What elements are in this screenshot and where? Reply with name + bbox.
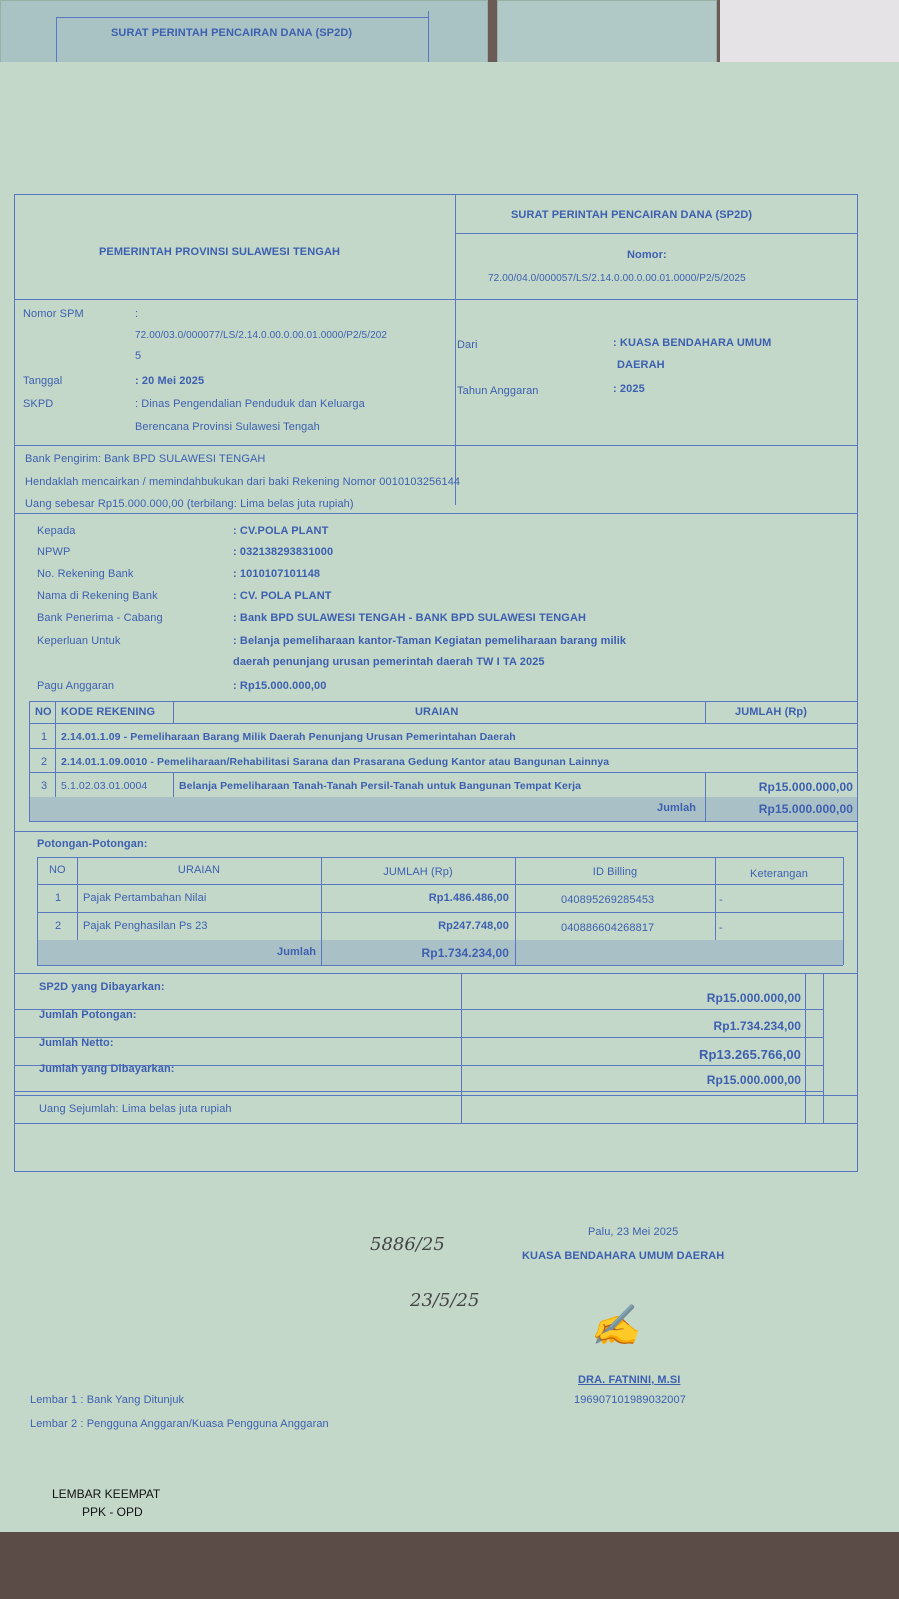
terbilang: Uang Sejumlah: Lima belas juta rupiah [39, 1103, 232, 1115]
potongan-row: Pajak Penghasilan Ps 23 [83, 920, 208, 932]
background-sheet-3 [720, 0, 899, 62]
summary-label: Jumlah Potongan: [39, 1009, 137, 1021]
summary-value: Rp15.000.000,00 [706, 1073, 801, 1087]
handwritten-date: 23/5/25 [410, 1290, 480, 1311]
potongan-total-label: Jumlah [277, 946, 317, 958]
potongan-total-value: Rp1.734.234,00 [421, 946, 509, 960]
sp2d-form: PEMERINTAH PROVINSI SULAWESI TENGAH SURAT PERINTAH PENCAIRAN DANA (SP2D) Nomor: 72.00/04.0/000057/LS/2.14.0.00.0.00.01.0000/P2/5/2025 Nomor SPM : 72.00/03.0/000077/LS/2.14.0.00.0.00.01.0000/P2/5/202 5 Tanggal : 20 Mei 2025 SKPD : Dinas Pengendalian Penduduk dan Keluarga Berencana Provinsi Sulawesi Tengah Dari : KUASA BENDAHARA UMUM DAERAH Tahun Anggaran : 2025 Bank Pengirim: Bank BPD SULAWESI TENGAH Hendaklah mencairkan / memindahbukukan dari baki Rekening Nomor 0010103256144 Uang sebesar Rp15.000.000,00 (terbilang: Lima belas juta rupiah) Kepada : CV.POLA PLANT NPWP : 032138293831000 No. Rekening Bank : 1010107101148 Nama di Rekening Bank : CV. POLA PLANT Bank Penerima - Cabang : Bank BPD SULAWESI TENGAH - BANK BPD SULAWESI TENGAH Keperluan Untuk : Belanja pemeliharaan kantor-Taman Kegiatan pemeliharaan barang milik daerah penunjang urusan pemerintah daerah TW I TA 2025 Pagu Anggaran : Rp15.000.000,00 NO KODE REKENING URAIAN JUMLAH (Rp) 1 2.14.01.1.09 - Pemeliharaan Barang Milik Daerah Penunjang Urusan Pemerintahan Daerah 2 2.14.01.1.09.0010 - Pemeliharaan/Rehabilitasi Sarana dan Prasarana Gedung Kantor atau Bangunan Lainnya 3 5.1.02.03.01.0004 Belanja Pemeliharaan Tanah-Tanah Persil-Tanah untuk Bangunan Tempat Kerja Rp15.000.000,00 Jumlah Rp15.000.000,00 Potongan-Potongan: NO URAIAN JUMLAH (Rp) ID Billing Keterangan 1 Pajak Pertambahan Nilai Rp1.486.486,00 040895269285453 - 2 Pajak Penghasilan Ps 23 Rp247.748,00 040886604268817 - Jumlah Rp1.734.234,00 SP2D yang Dibayarkan: Rp15.000.000,00 Jumlah Potongan: Rp1.734.234,00 Jumlah Netto: Rp13.265.766,00 Jumlah yang Dibayarkan: Rp15.000.000,00 Uang Sejumlah: Lima belas juta rupiah [14, 194, 858, 1172]
lembar-2: Lembar 2 : Pengguna Anggaran/Kuasa Pengguna Anggaran [30, 1418, 329, 1430]
sp2d-document [0, 62, 899, 1532]
rekening-instruction: Hendaklah mencairkan / memindahbukukan dari baki Rekening Nomor 0010103256144 [25, 476, 461, 488]
recipient-value: : Belanja pemeliharaan kantor-Taman Kegiatan pemeliharaan barang milik [233, 635, 627, 647]
account-row: 2.14.01.1.09 - Pemeliharaan Barang Milik Daerah Penunjang Urusan Pemerintahan Daerah [61, 731, 516, 743]
recipient-value: : Bank BPD SULAWESI TENGAH - BANK BPD SULAWESI TENGAH [233, 612, 587, 624]
recipient-label: Pagu Anggaran [37, 680, 115, 692]
col-jumlah: JUMLAH (Rp) [735, 706, 807, 718]
potongan-row: Pajak Pertambahan Nilai [83, 892, 207, 904]
summary-value: Rp1.734.234,00 [713, 1019, 801, 1033]
ppk-opd: PPK - OPD [82, 1505, 143, 1519]
recipient-value: : 1010107101148 [233, 568, 321, 580]
signatory-role: KUASA BENDAHARA UMUM DAERAH [522, 1250, 725, 1262]
recipient-label: No. Rekening Bank [37, 568, 134, 580]
col-no: NO [35, 706, 52, 718]
spm-label: Nomor SPM [23, 308, 84, 320]
summary-label: SP2D yang Dibayarkan: [39, 981, 165, 993]
recipient-value: : Rp15.000.000,00 [233, 680, 327, 692]
summary-value: Rp15.000.000,00 [706, 991, 801, 1005]
lembar-1: Lembar 1 : Bank Yang Ditunjuk [30, 1394, 185, 1406]
potongan-title: Potongan-Potongan: [37, 838, 148, 850]
skpd-label: SKPD [23, 398, 54, 410]
summary-label: Jumlah yang Dibayarkan: [39, 1063, 175, 1075]
recipient-label: NPWP [37, 546, 71, 558]
recipient-label: Keperluan Untuk [37, 635, 121, 647]
nomor-label: Nomor: [627, 249, 667, 261]
tanggal-label: Tanggal [23, 375, 63, 387]
recipient-label: Bank Penerima - Cabang [37, 612, 163, 624]
back-sheet-title: SURAT PERINTAH PENCAIRAN DANA (SP2D) [111, 27, 353, 39]
handwritten-note: 5886/25 [370, 1234, 445, 1255]
col-uraian: URAIAN [415, 706, 459, 718]
bank-pengirim: Bank Pengirim: Bank BPD SULAWESI TENGAH [25, 453, 266, 465]
accounts-total-label: Jumlah [657, 802, 697, 814]
account-row: 5.1.02.03.01.0004 [61, 780, 148, 792]
uang-sebesar: Uang sebesar Rp15.000.000,00 (terbilang: Lima belas juta rupiah) [25, 498, 354, 510]
signature-mark: ✍ [590, 1303, 640, 1349]
tanggal-value: : 20 Mei 2025 [135, 375, 205, 387]
col-kode-rekening: KODE REKENING [61, 706, 156, 718]
recipient-value: : 032138293831000 [233, 546, 334, 558]
skpd-value: : Dinas Pengendalian Penduduk dan Keluarga [135, 398, 365, 410]
tahun-label: Tahun Anggaran [457, 385, 539, 397]
sp2d-number: 72.00/04.0/000057/LS/2.14.0.00.0.00.01.0000/P2/5/2025 [488, 273, 746, 284]
spm-number: 72.00/03.0/000077/LS/2.14.0.00.0.00.01.0000/P2/5/202 [135, 330, 388, 341]
recipient-value: : CV.POLA PLANT [233, 525, 329, 537]
tahun-value: : 2025 [613, 383, 645, 395]
recipient-value: : CV. POLA PLANT [233, 590, 332, 602]
summary-label: Jumlah Netto: [39, 1037, 114, 1049]
dari-label: Dari [457, 339, 478, 351]
lembar-keempat: LEMBAR KEEMPAT [52, 1487, 161, 1501]
document-title: SURAT PERINTAH PENCAIRAN DANA (SP2D) [511, 209, 753, 221]
accounts-total-value: Rp15.000.000,00 [758, 802, 853, 816]
signatory-nip: 196907101989032007 [574, 1394, 686, 1406]
dari-value: : KUASA BENDAHARA UMUM [613, 337, 772, 349]
government-title: PEMERINTAH PROVINSI SULAWESI TENGAH [99, 246, 341, 258]
recipient-label: Nama di Rekening Bank [37, 590, 158, 602]
recipient-value: daerah penunjang urusan pemerintah daerah TW I TA 2025 [233, 656, 545, 668]
recipient-label: Kepada [37, 525, 76, 537]
account-row: 2.14.01.1.09.0010 - Pemeliharaan/Rehabilitasi Sarana dan Prasarana Gedung Kantor atau Bangunan Lainnya [61, 756, 610, 768]
place-date: Palu, 23 Mei 2025 [588, 1226, 679, 1238]
signatory-name: DRA. FATNINI, M.SI [578, 1374, 681, 1386]
summary-value: Rp13.265.766,00 [699, 1047, 801, 1062]
background-surface [0, 1532, 899, 1599]
